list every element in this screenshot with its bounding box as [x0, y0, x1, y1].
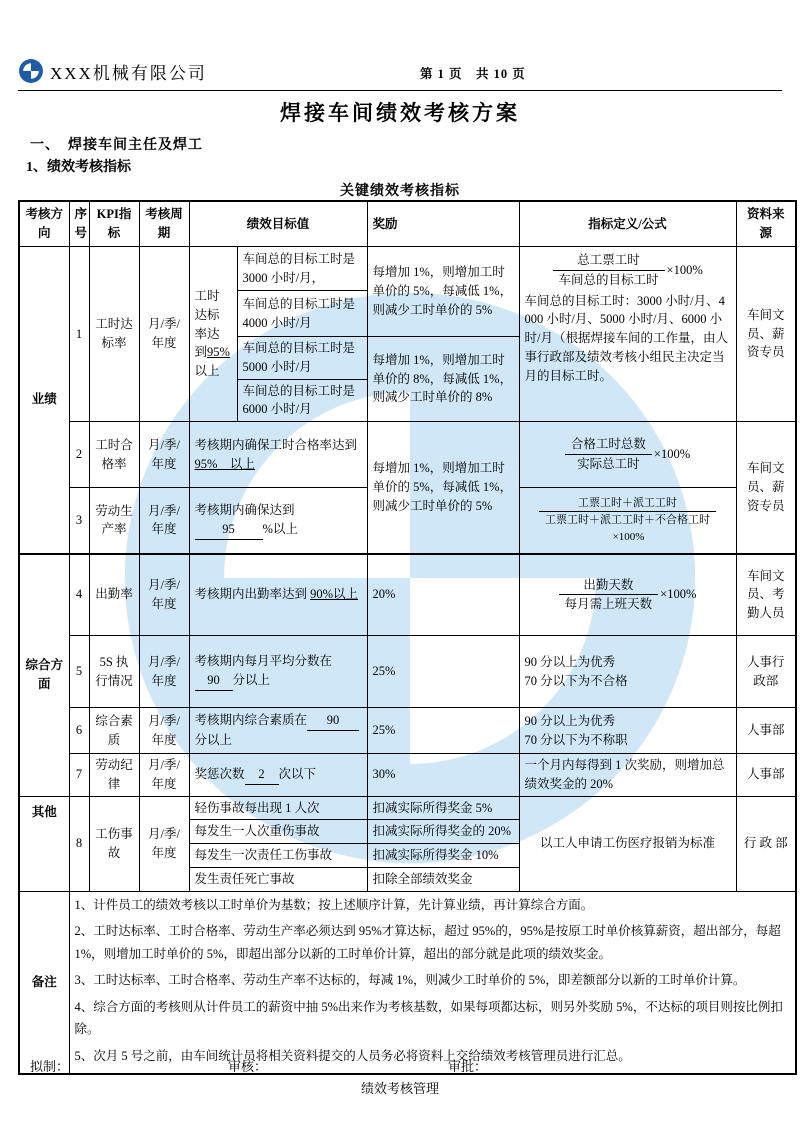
footer-draft-label: 拟制：	[30, 1059, 70, 1074]
note-5: 5、次月 5 号之前，由车间统计员将相关资料提交的人员务必将资料上交给绩效考核管理员进行汇总。	[74, 1048, 631, 1063]
table-title: 关键绩效考核指标	[340, 184, 460, 199]
row1-period: 月/季/年度	[139, 247, 189, 422]
note-3: 3、工时达标率、工时合格率、劳动生产率不达标的，每减 1%，则减少工时单价的 5%，即差额部分以新的工时单价计算。	[74, 973, 746, 987]
row8-period: 月/季/年度	[139, 796, 189, 891]
row2-formula: $\frac{\text{合格工时总数}}{\text{实际总工时}}$ ×100%	[519, 422, 736, 488]
table-row	[19, 754, 796, 797]
table-row	[19, 636, 796, 708]
row8-penalty-3: 扣减实际所得奖金 10%	[367, 844, 519, 868]
footer-center-text: 绩效考核管理	[360, 1081, 439, 1096]
col-header-no: 序号	[69, 201, 89, 247]
footer-approve-label: 审批：	[448, 1059, 488, 1074]
col-header-period: 考核周期	[139, 201, 189, 247]
row7-definition: 一个月内每得到 1 次奖励，则增加总绩效奖金的 20%	[519, 754, 736, 797]
row1-reward-a: 每增加 1%，则增加工时单价的 5%，每减低 1%，则减少工时单价的 5%	[367, 247, 519, 337]
row8-case-3: 每发生一次责任工伤事故	[189, 844, 367, 868]
row6-source: 人事部	[736, 708, 796, 754]
table-row	[19, 796, 796, 820]
row4-reward: 20%	[367, 554, 519, 636]
row4-period: 月/季/年度	[139, 554, 189, 636]
kpi-table	[18, 200, 797, 1075]
company-logo-icon	[18, 58, 44, 84]
row7-source: 人事部	[736, 754, 796, 797]
table-row	[19, 422, 796, 488]
note-2: 2、工时达标率、工时合格率、劳动生产率必须达到 95%才算达标，超过 95%的，95%是按原工时单价核算薪资，超出部分，每超 1%，则增加工时单价的 5%，即超出部分以新的工时单价计算，超出的部分就是此项的绩效奖金。	[74, 924, 781, 961]
row6-definition: 90 分以上为优秀 70 分以下为不称职	[519, 708, 736, 754]
row7-period: 月/季/年度	[139, 754, 189, 797]
footer-review-label: 审核：	[228, 1059, 268, 1074]
row1-target-6000: 车间总的目标工时是 6000 小时/月	[237, 379, 367, 422]
row2-kpi: 工时合格率	[89, 422, 139, 488]
col-header-direction: 考核方向	[19, 201, 69, 247]
group-performance: 业绩	[19, 247, 69, 554]
col-header-kpi: KPI指标	[89, 201, 139, 247]
row2-no: 2	[69, 422, 89, 488]
section-heading-2: 1、绩效考核指标	[26, 160, 131, 175]
row7-target: 奖惩次数 2 次以下	[189, 754, 367, 797]
table-header-row	[19, 201, 796, 247]
row5-source: 人事行政部	[736, 636, 796, 708]
page-number: 第 1 页 共 10 页	[420, 67, 526, 81]
row6-reward: 25%	[367, 708, 519, 754]
document-header	[18, 52, 782, 91]
row5-kpi: 5S 执行情况	[89, 636, 139, 708]
row1-formula: $\frac{\text{总工票工时}}{\text{车间总的目标工时}}$ ×100% 车间总的目标工时：3000 小时/月、4000 小时/月、5000 小时/月、6000 小时/月（根据焊接车间的工作量，由人事行政部及绩效考核小组民主决定当月的目标工时。	[519, 247, 736, 422]
row8-source: 行 政 部	[736, 796, 796, 891]
row6-target: 考核期内综合素质在 90分以上	[189, 708, 367, 754]
row1-no: 1	[69, 247, 89, 422]
row7-no: 7	[69, 754, 89, 797]
table-row	[19, 708, 796, 754]
row3-formula: $\frac{\text{工票工时＋派工工时}}{\text{工票工时＋派工工时＋不合格工时}}$ ×100%	[519, 488, 736, 554]
row1-source: 车间文员、薪资专员	[736, 247, 796, 422]
row6-period: 月/季/年度	[139, 708, 189, 754]
note-1: 1、计件员工的绩效考核以工时单价为基数；按上述顺序计算，先计算业绩，再计算综合方面。	[74, 897, 594, 912]
document-title: 焊接车间绩效考核方案	[280, 101, 520, 125]
notes-row	[19, 891, 796, 1074]
row8-penalty-1: 扣减实际所得奖金 5%	[367, 796, 519, 820]
reward-rows-2-3: 每增加 1%，则增加工时单价的 5%，每减低 1%，则减少工时单价的 5%	[367, 422, 519, 554]
row8-penalty-2: 扣减实际所得奖金的 20%	[367, 820, 519, 844]
row5-no: 5	[69, 636, 89, 708]
row1-target-4000: 车间总的目标工时是 4000 小时/月	[237, 291, 367, 337]
row8-case-2: 每发生一人次重伤事故	[189, 820, 367, 844]
row4-kpi: 出勤率	[89, 554, 139, 636]
row3-period: 月/季/年度	[139, 488, 189, 554]
row2-period: 月/季/年度	[139, 422, 189, 488]
row3-no: 3	[69, 488, 89, 554]
row1-rate-target: 工时达标率达到95%以上	[189, 247, 237, 422]
row4-source: 车间文员、考勤人员	[736, 554, 796, 636]
group-other: 其他	[19, 796, 69, 891]
row6-kpi: 综合素质	[89, 708, 139, 754]
row1-target-3000: 车间总的目标工时是 3000 小时/月，	[237, 247, 367, 291]
col-header-target: 绩效目标值	[189, 201, 367, 247]
row1-reward-b: 每增加 1%，则增加工时单价的 8%，每减低 1%，则减少工时单价的 8%	[367, 337, 519, 422]
col-header-source: 资料来源	[736, 201, 796, 247]
section-heading-1: 一、 焊接车间主任及焊工	[30, 138, 203, 153]
row6-no: 6	[69, 708, 89, 754]
group-comprehensive: 综合方面	[19, 554, 69, 797]
row7-kpi: 劳动纪律	[89, 754, 139, 797]
row1-kpi: 工时达标率	[89, 247, 139, 422]
row4-formula: $\frac{\text{出勤天数}}{\text{每月需上班天数}}$ ×100%	[519, 554, 736, 636]
col-header-reward: 奖励	[367, 201, 519, 247]
row8-definition: 以工人申请工伤医疗报销为标准	[519, 796, 736, 891]
row4-target: 考核期内出勤率达到 90%以上	[189, 554, 367, 636]
row8-no: 8	[69, 796, 89, 891]
note-4: 4、综合方面的考核则从计件员工的薪资中抽 5%出来作为考核基数，如果每项都达标，则另外奖励 5%，不达标的项目则按比例扣除。	[74, 999, 783, 1036]
company-name: XXX机械有限公司	[50, 63, 207, 83]
table-row	[19, 247, 796, 291]
notes-label: 备注	[19, 891, 69, 1074]
row8-penalty-4: 扣除全部绩效奖金	[367, 867, 519, 891]
row1-target-5000: 车间总的目标工时是 5000 小时/月	[237, 337, 367, 380]
row5-definition: 90 分以上为优秀 70 分以下为不合格	[519, 636, 736, 708]
row2-target: 考核期内确保工时合格率达到 95% 以上	[189, 422, 367, 488]
row5-reward: 25%	[367, 636, 519, 708]
row7-reward: 30%	[367, 754, 519, 797]
source-rows-2-3: 车间文员、薪资专员	[736, 422, 796, 554]
row3-kpi: 劳动生产率	[89, 488, 139, 554]
row5-period: 月/季/年度	[139, 636, 189, 708]
col-header-formula: 指标定义/公式	[519, 201, 736, 247]
row8-case-4: 发生责任死亡事故	[189, 867, 367, 891]
notes-content	[69, 891, 796, 1074]
row3-target: 考核期内确保达到 95 %以上	[189, 488, 367, 554]
row8-case-1: 轻伤事故每出现 1 人次	[189, 796, 367, 820]
table-row	[19, 554, 796, 636]
row4-no: 4	[69, 554, 89, 636]
row5-target: 考核期内每月平均分数在90 分以上	[189, 636, 367, 708]
row8-kpi: 工伤事故	[89, 796, 139, 891]
